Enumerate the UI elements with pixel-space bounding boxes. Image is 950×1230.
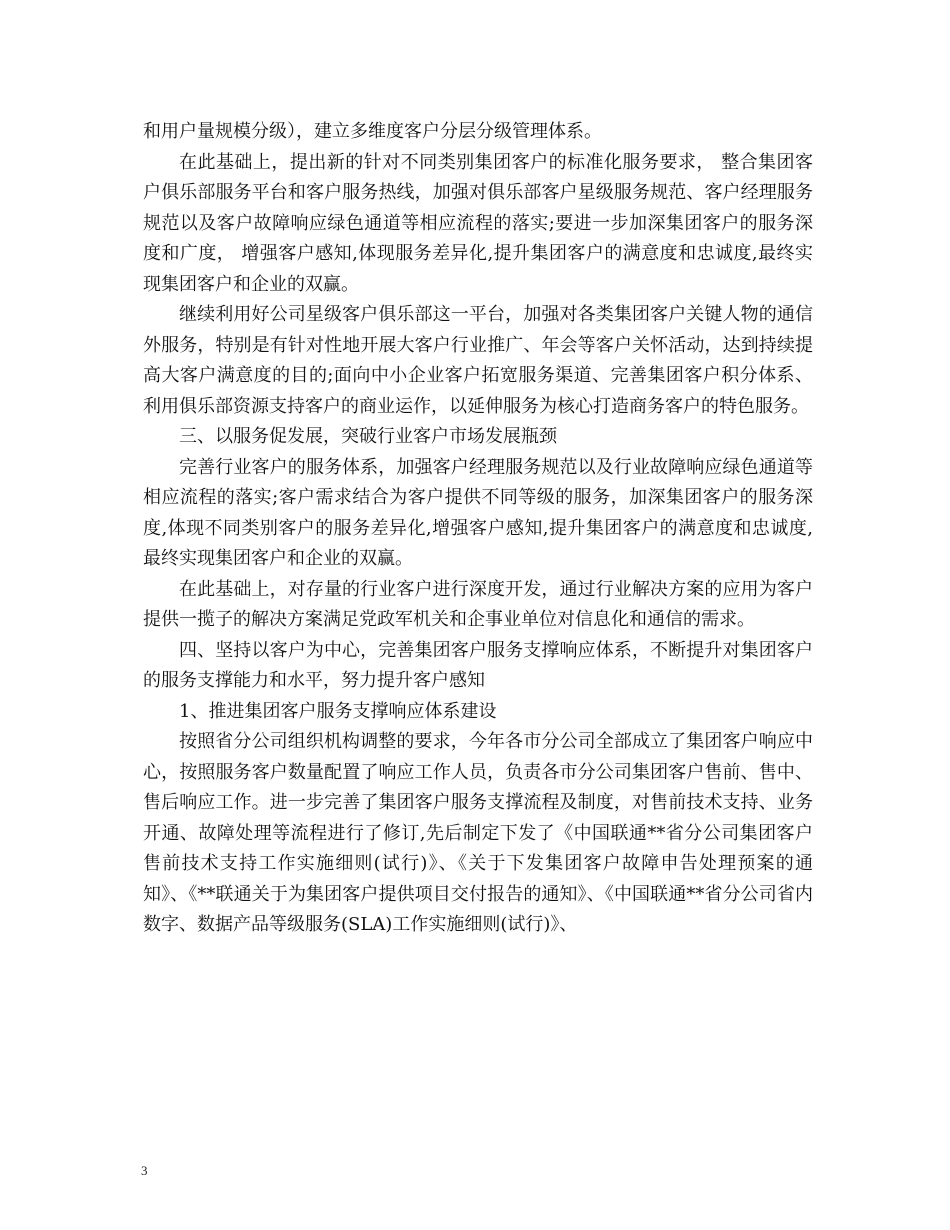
paragraph-5: 完善行业客户的服务体系，加强客户经理服务规范以及行业故障响应绿色通道等相应流程的落实;客户需求结合为客户提供不同等级的服务，加深集团客户的服务深度,体现不同类别客户的服务差异化,增强客户感知,提升集团客户的满意度和忠诚度,最终实现集团客户和企业的双赢。 [143, 456, 813, 569]
section-heading-3: 三、以服务促发展，突破行业客户市场发展瓶颈 [179, 426, 557, 447]
subsection-heading-1: 1、推进集团客户服务支撑响应体系建设 [179, 700, 497, 722]
paragraph-2: 在此基础上，提出新的针对不同类别集团客户的标准化服务要求， 整合集团客户俱乐部服务平台和客户服务热线，加强对俱乐部客户星级服务规范、客户经理服务规范以及客户故障响应绿色通道等相应流程的落实;要进一步加深集团客户的服务深度和广度， 增强客户感知,体现服务差异化,提升集团客户的满意度和忠诚度,最终实现集团客户和企业的双赢。 [143, 151, 813, 295]
section-heading-4: 四、坚持以客户为中心，完善集团客户服务支撑响应体系，不断提升对集团客户的服务支撑能力和水平，努力提升客户感知 [143, 639, 813, 691]
document-body [143, 117, 813, 941]
paragraph-1: 和用户量规模分级），建立多维度客户分层分级管理体系。 [143, 121, 602, 142]
paragraph-9: 按照省分公司组织机构调整的要求，今年各市分公司全部成立了集团客户响应中心，按照服务客户数量配置了响应工作人员，负责各市分公司集团客户售前、售中、售后响应工作。进一步完善了集团客户服务支撑流程及制度，对售前技术支持、业务开通、故障处理等流程进行了修订,先后制定下发了《中国联通**省分公司集团客户售前技术支持工作实施细则(试行)》、《关于下发集团客户故障申告处理预案的通知》、《**联通关于为集团客户提供项目交付报告的通知》、《中国联通**省分公司省内数字、数据产品等级服务(SLA)工作实施细则(试行)》、 [143, 731, 813, 935]
paragraph-3: 继续利用好公司星级客户俱乐部这一平台，加强对各类集团客户关键人物的通信外服务，特别是有针对性地开展大客户行业推广、年会等客户关怀活动，达到持续提高大客户满意度的目的;面向中小企业客户拓宽服务渠道、完善集团客户积分体系、利用俱乐部资源支持客户的商业运作，以延伸服务为核心打造商务客户的特色服务。 [143, 304, 813, 417]
paragraph-6: 在此基础上，对存量的行业客户进行深度开发，通过行业解决方案的应用为客户提供一揽子的解决方案满足党政军机关和企事业单位对信息化和通信的需求。 [143, 578, 813, 630]
page-number: 3 [141, 1163, 148, 1178]
